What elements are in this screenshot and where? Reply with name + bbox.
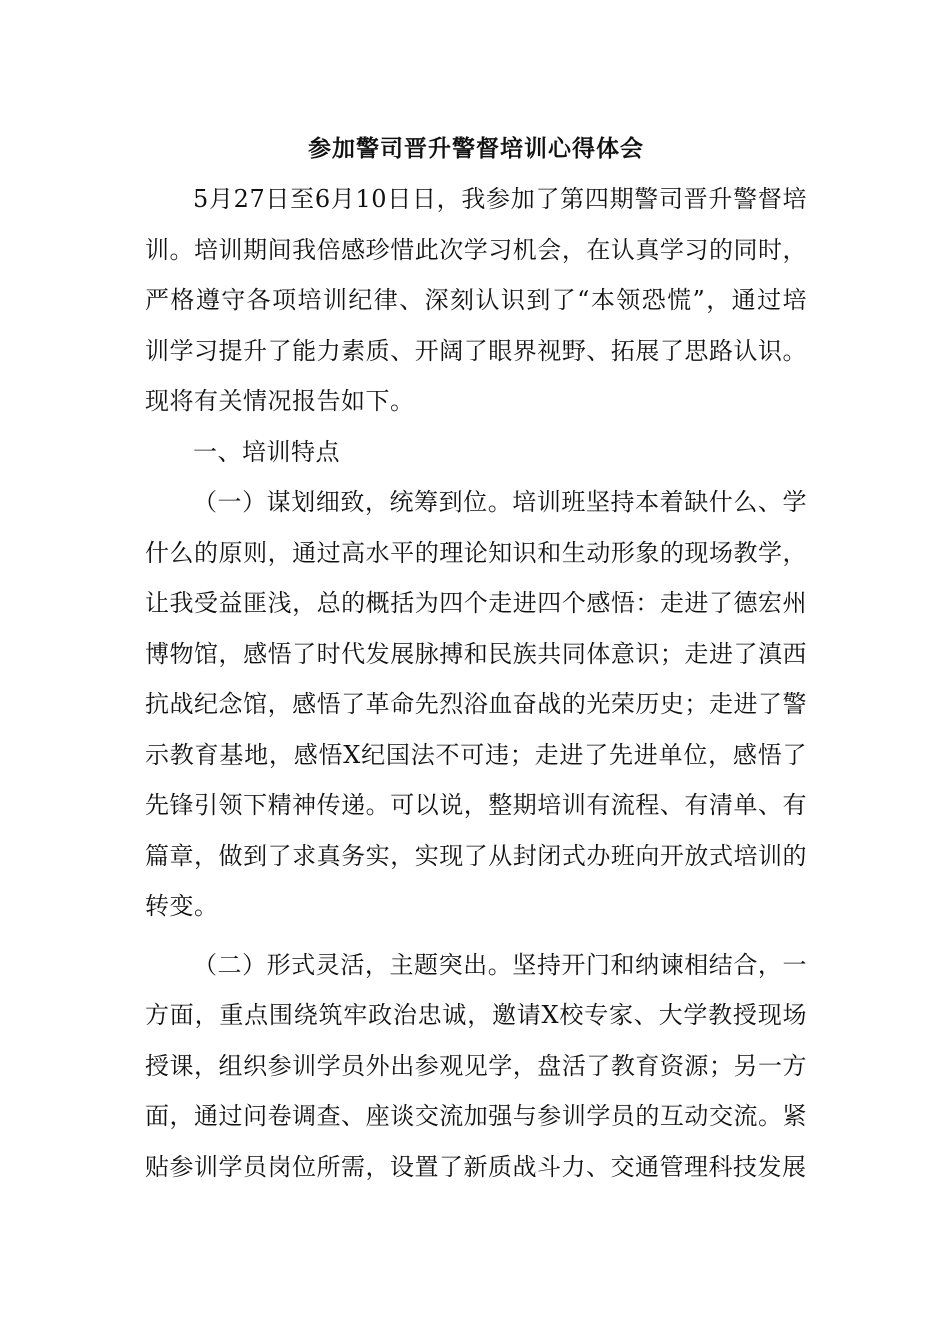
- paragraph-planning: （一）谋划细致，统筹到位。培训班坚持本着缺什么、学什么的原则，通过高水平的理论知识和生动形象的现场教学，让我受益匪浅，总的概括为四个走进四个感悟：走进了德宏州博物馆，感悟了时代发展脉搏和民族共同体意识；走进了滇西抗战纪念馆，感悟了革命先烈浴血奋战的光荣历史；走进了警示教育基地，感悟X纪国法不可违；走进了先进单位，感悟了先锋引领下精神传递。可以说，整期培训有流程、有清单、有篇章，做到了求真务实，实现了从封闭式办班向开放式培训的转变。: [145, 488, 807, 920]
- section-heading-training-features: 一、培训特点: [193, 437, 340, 466]
- document-title: 参加警司晋升警督培训心得体会: [308, 136, 644, 162]
- document-body: [145, 128, 807, 1192]
- paragraph-format: （二）形式灵活，主题突出。坚持开门和纳谏相结合，一方面，重点围绕筑牢政治忠诚，邀请X校专家、大学教授现场授课，组织参训学员外出参观见学，盘活了教育资源；另一方面，通过问卷调查、座谈交流加强与参训学员的互动交流。紧贴参训学员岗位所需，设置了新质战斗力、交通管理科技发展: [145, 950, 807, 1181]
- intro-paragraph: 5月27日至6月10日日，我参加了第四期警司晋升警督培训。培训期间我倍感珍惜此次学习机会，在认真学习的同时，严格遵守各项培训纪律、深刻认识到了“本领恐慌”，通过培训学习提升了能力素质、开阔了眼界视野、拓展了思路认识。现将有关情况报告如下。: [145, 185, 807, 415]
